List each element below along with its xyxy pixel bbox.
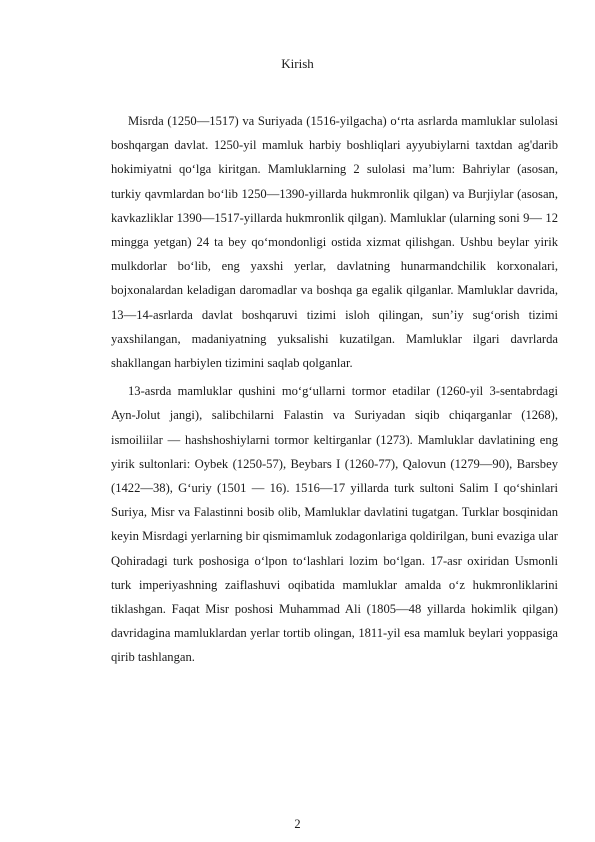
- page-number: 2: [294, 817, 301, 831]
- page-title: Kirish: [281, 56, 314, 71]
- paragraph-2: 13-asrda mamluklar qushini mo‘g‘ullarni tormor etadilar (1260-yil 3-sentabrdagi Ayn-Jolut jangi), salibchilarni Falastin va Suriyadan siqib chiqarganlar (1268), ismoiliilar — hashshoshiylarni tormor keltirganlar (1273). Mamluklar davlatining eng yirik sultonlari: Oybek (1250-57), Beybars I (1260-77), Qalovun (1279—90), Barsbey (1422—38), G‘uriy (1501 — 16). 1516—17 yillarda turk sultoni Salim I qo‘shinlari Suriya, Misr va Falastinni bosib olib, Mamluklar davlatini tugatgan. Turklar bosqinidan keyin Misrdagi yerlarning bir qismimamluk zodagonlariga qoldirilgan, buni evaziga ular Qohiradagi turk poshosiga o‘lpon to‘lashlari lozim bo‘lgan. 17-asr oxiridan Usmonli turk imperiyashning zaiflashuvi oqibatida mamluklar amalda o‘z hukmronliklarini tiklashgan. Faqat Misr poshosi Muhammad Ali (1805—48 yillarda hokimlik qilgan) davridagina mamluklardan yerlar tortib olingan, 1811-yil esa mamluk beylari yoppasiga qirib tashlangan.: [111, 384, 558, 665]
- document-body: [111, 109, 558, 674]
- paragraph-1: Misrda (1250—1517) va Suriyada (1516-yilgacha) o‘rta asrlarda mamluklar sulolasi boshqargan davlat. 1250-yil mamluk harbiy boshliqlari ayyubiylarni taxtdan ag'darib hokimiyatni qo‘lga kiritgan. Mamluklarning 2 sulolasi ma’lum: Bahriylar (asosan, turkiy qavmlardan bo‘lib 1250—1390-yillarda hukmronlik qilgan) va Burjiylar (asosan, kavkazliklar 1390—1517-yillarda hukmronlik qilgan). Mamluklar (ularning soni 9— 12 mingga yetgan) 24 ta bey qo‘mondonligi ostida xizmat qilishgan. Ushbu beylar yirik mulkdorlar bo‘lib, eng yaxshi yerlar, davlatning hunarmandchilik korxonalari, bojxonalardan keladigan daromadlar va boshqa ga egalik qilganlar. Mamluklar davrida, 13—14-asrlarda davlat boshqaruvi tizimi isloh qilingan, sun’iy sug‘orish tizimi yaxshilangan, madaniyatning yuksalishi kuzatilgan. Mamluklar ilgari davrlarda shakllangan harbiylen tizimini saqlab qolganlar.: [111, 114, 558, 371]
